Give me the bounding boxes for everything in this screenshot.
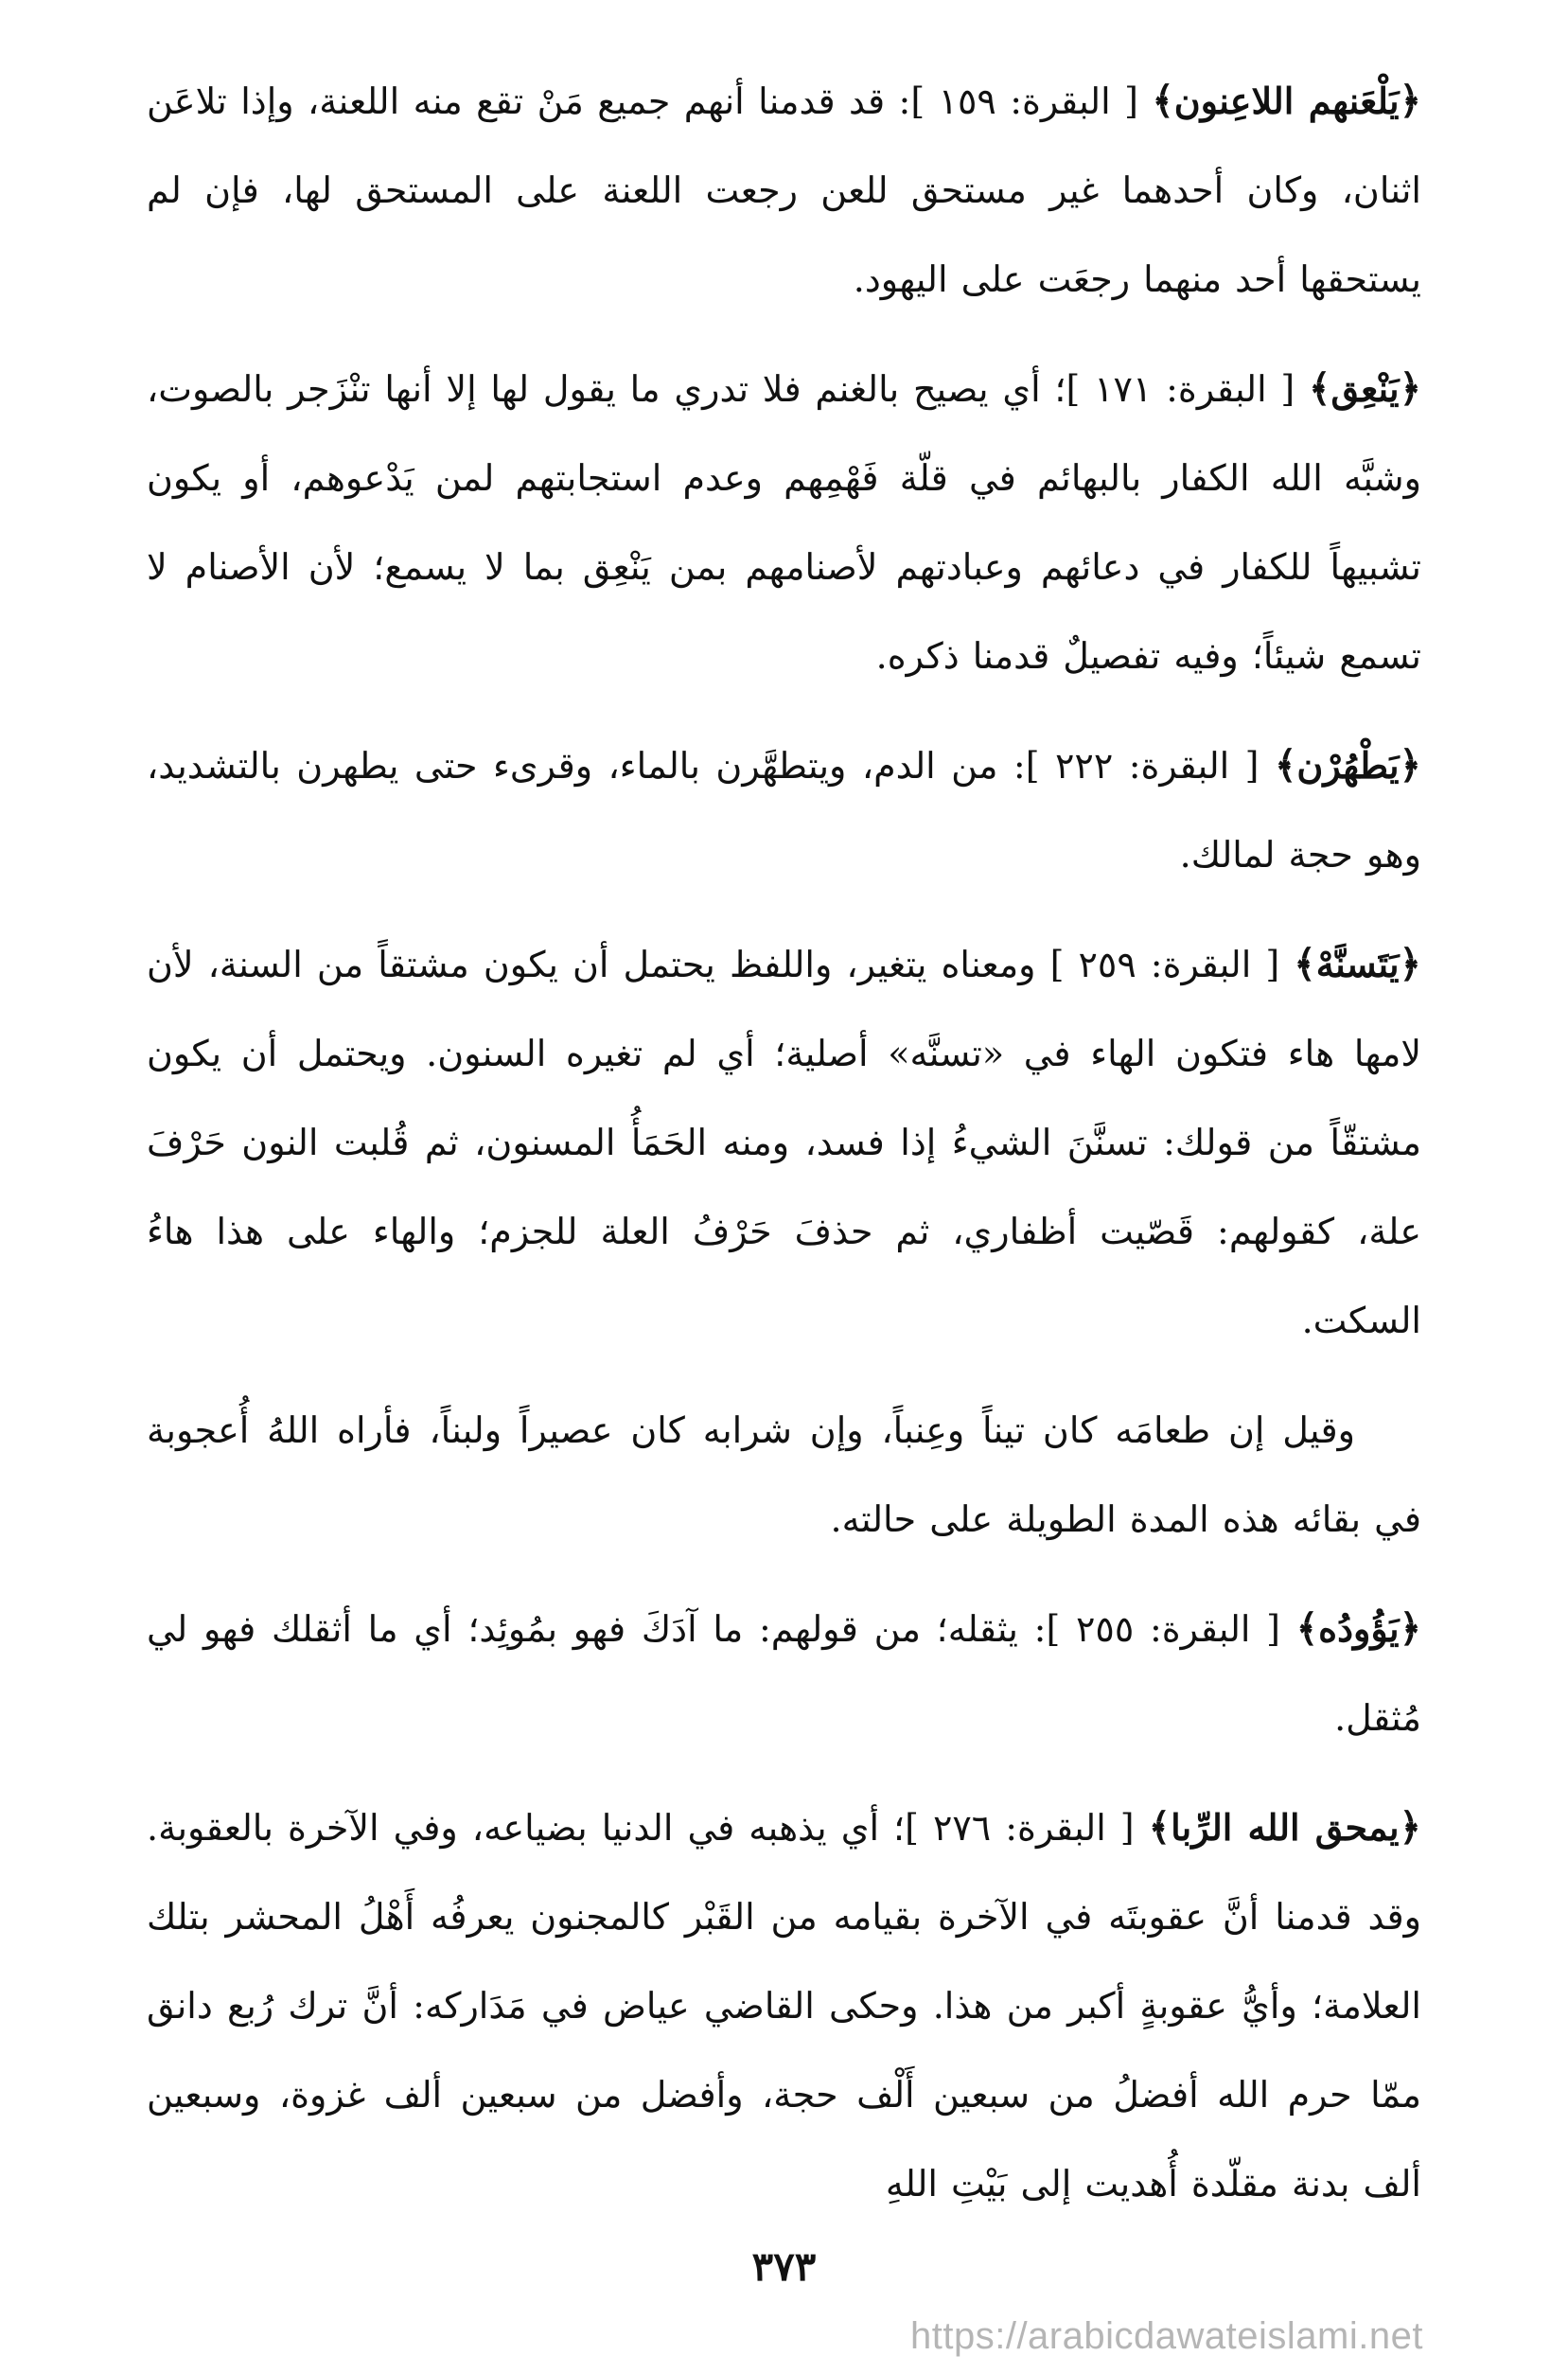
entry-headword: يَؤُودُه xyxy=(1318,1607,1400,1650)
entry-headword: يَتَسنَّهْ xyxy=(1315,943,1400,985)
entry-text: وقيل إن طعامَه كان تيناً وعِنباً، وإن شرابه كان عصيراً ولبناً، فأراه اللهُ أُعجوبة في بقائه هذه المدة الطويلة على حالته. xyxy=(147,1409,1421,1540)
entry-text: [ البقرة: ١٧١ ]؛ أي يصيح بالغنم فلا تدري ما يقول لها إلا أنها تنْزَجر بالصوت، وشبَّه الله الكفار بالبهائم في قلّة فَهْمِهم وعدم استجابتهم لمن يَدْعوهم، أو يكون تشبيهاً للكفار في دعائهم وعبادتهم لأصنامهم بمن يَنْعِق بما لا يسمع؛ لأن الأصنام لا تسمع شيئاً؛ وفيه تفصيلٌ قدمنا ذكره. xyxy=(147,368,1421,677)
entry-paragraph-7 xyxy=(147,1783,1421,2228)
open-quranic-bracket: ﴿ xyxy=(1399,1805,1421,1850)
entry-text: [ البقرة: ٢٧٦ ]؛ أي يذهبه في الدنيا بضياعه، وفي الآخرة بالعقوبة. وقد قدمنا أنَّ عقوبتَه في الآخرة بقيامه من القَبْر كالمجنون يعرفُه أَهْلُ المحشر بتلك العلامة؛ وأيُّ عقوبةٍ أكبر من هذا. وحكى القاضي عياض في مَدَاركه: أنَّ ترك رُبع دانق ممّا حرم الله أفضلُ من سبعين أَلْف حجة، وأفضل من سبعين ألف غزوة، وسبعين ألف بدنة مقلّدة أُهديت إلى بَيْتِ اللهِ xyxy=(147,1807,1421,2205)
entry-text: [ البقرة: ١٥٩ ]: قد قدمنا أنهم جميع مَنْ تقع منه اللعنة، وإذا تلاعَن اثنان، وكان أحدهما غير مستحق للعن رجعت اللعنة على المستحق لها، فإن لم يستحقها أحد منهما رجعَت على اليهود. xyxy=(147,80,1421,300)
open-quranic-bracket: ﴿ xyxy=(1399,1606,1421,1651)
entry-text: [ البقرة: ٢٢٢ ]: من الدم، ويتطهَّرن بالماء، وقرىء حتى يطهرن بالتشديد، وهو حجة لمالك. xyxy=(147,745,1421,876)
open-quranic-bracket: ﴿ xyxy=(1399,79,1421,123)
close-quranic-bracket: ﴾ xyxy=(1274,743,1297,788)
close-quranic-bracket: ﴾ xyxy=(1152,79,1174,123)
entry-paragraph-1 xyxy=(147,57,1421,324)
entry-paragraph-4 xyxy=(147,920,1421,1365)
entry-paragraph-6 xyxy=(147,1585,1421,1762)
watermark-url: https://arabicdawateislami.net xyxy=(910,2315,1423,2357)
open-quranic-bracket: ﴿ xyxy=(1399,743,1421,788)
entry-headword: يَطْهُرْن xyxy=(1296,744,1400,787)
entry-paragraph-2 xyxy=(147,345,1421,700)
close-quranic-bracket: ﴾ xyxy=(1309,366,1331,411)
page-number: ٣٧٣ xyxy=(751,2243,817,2290)
entry-headword: يَلْعَنهم اللاعِنون xyxy=(1173,80,1400,122)
entry-text: [ البقرة: ٢٥٥ ]: يثقله؛ من قولهم: ما آدَكَ فهو بمُوئِد؛ أي ما أثقلك فهو لي مُثقل. xyxy=(147,1608,1421,1739)
close-quranic-bracket: ﴾ xyxy=(1295,1606,1319,1651)
entry-paragraph-3 xyxy=(147,721,1421,899)
entry-text: [ البقرة: ٢٥٩ ] ومعناه يتغير، واللفظ يحتمل أن يكون مشتقاً من السنة، لأن لامها هاء فتكون الهاء في «تسنَّه» أصلية؛ أي لم تغيره السنون. ويحتمل أن يكون مشتقّاً من قولك: تسنَّنَ الشيءُ إذا فسد، ومنه الحَمَأُ المسنون، ثم قُلبت النون حَرْفَ علة، كقولهم: قَصّيت أظفاري، ثم حذفَ حَرْفُ العلة للجزم؛ والهاء على هذا هاءُ السكت. xyxy=(147,944,1421,1341)
continuation-paragraph xyxy=(147,1386,1421,1564)
open-quranic-bracket: ﴿ xyxy=(1399,366,1421,411)
entry-headword: يمحق الله الرِّبا xyxy=(1171,1806,1400,1849)
close-quranic-bracket: ﴾ xyxy=(1148,1805,1172,1850)
open-quranic-bracket: ﴿ xyxy=(1399,942,1421,986)
close-quranic-bracket: ﴾ xyxy=(1294,942,1316,986)
entry-headword: يَنْعِق xyxy=(1330,367,1400,410)
